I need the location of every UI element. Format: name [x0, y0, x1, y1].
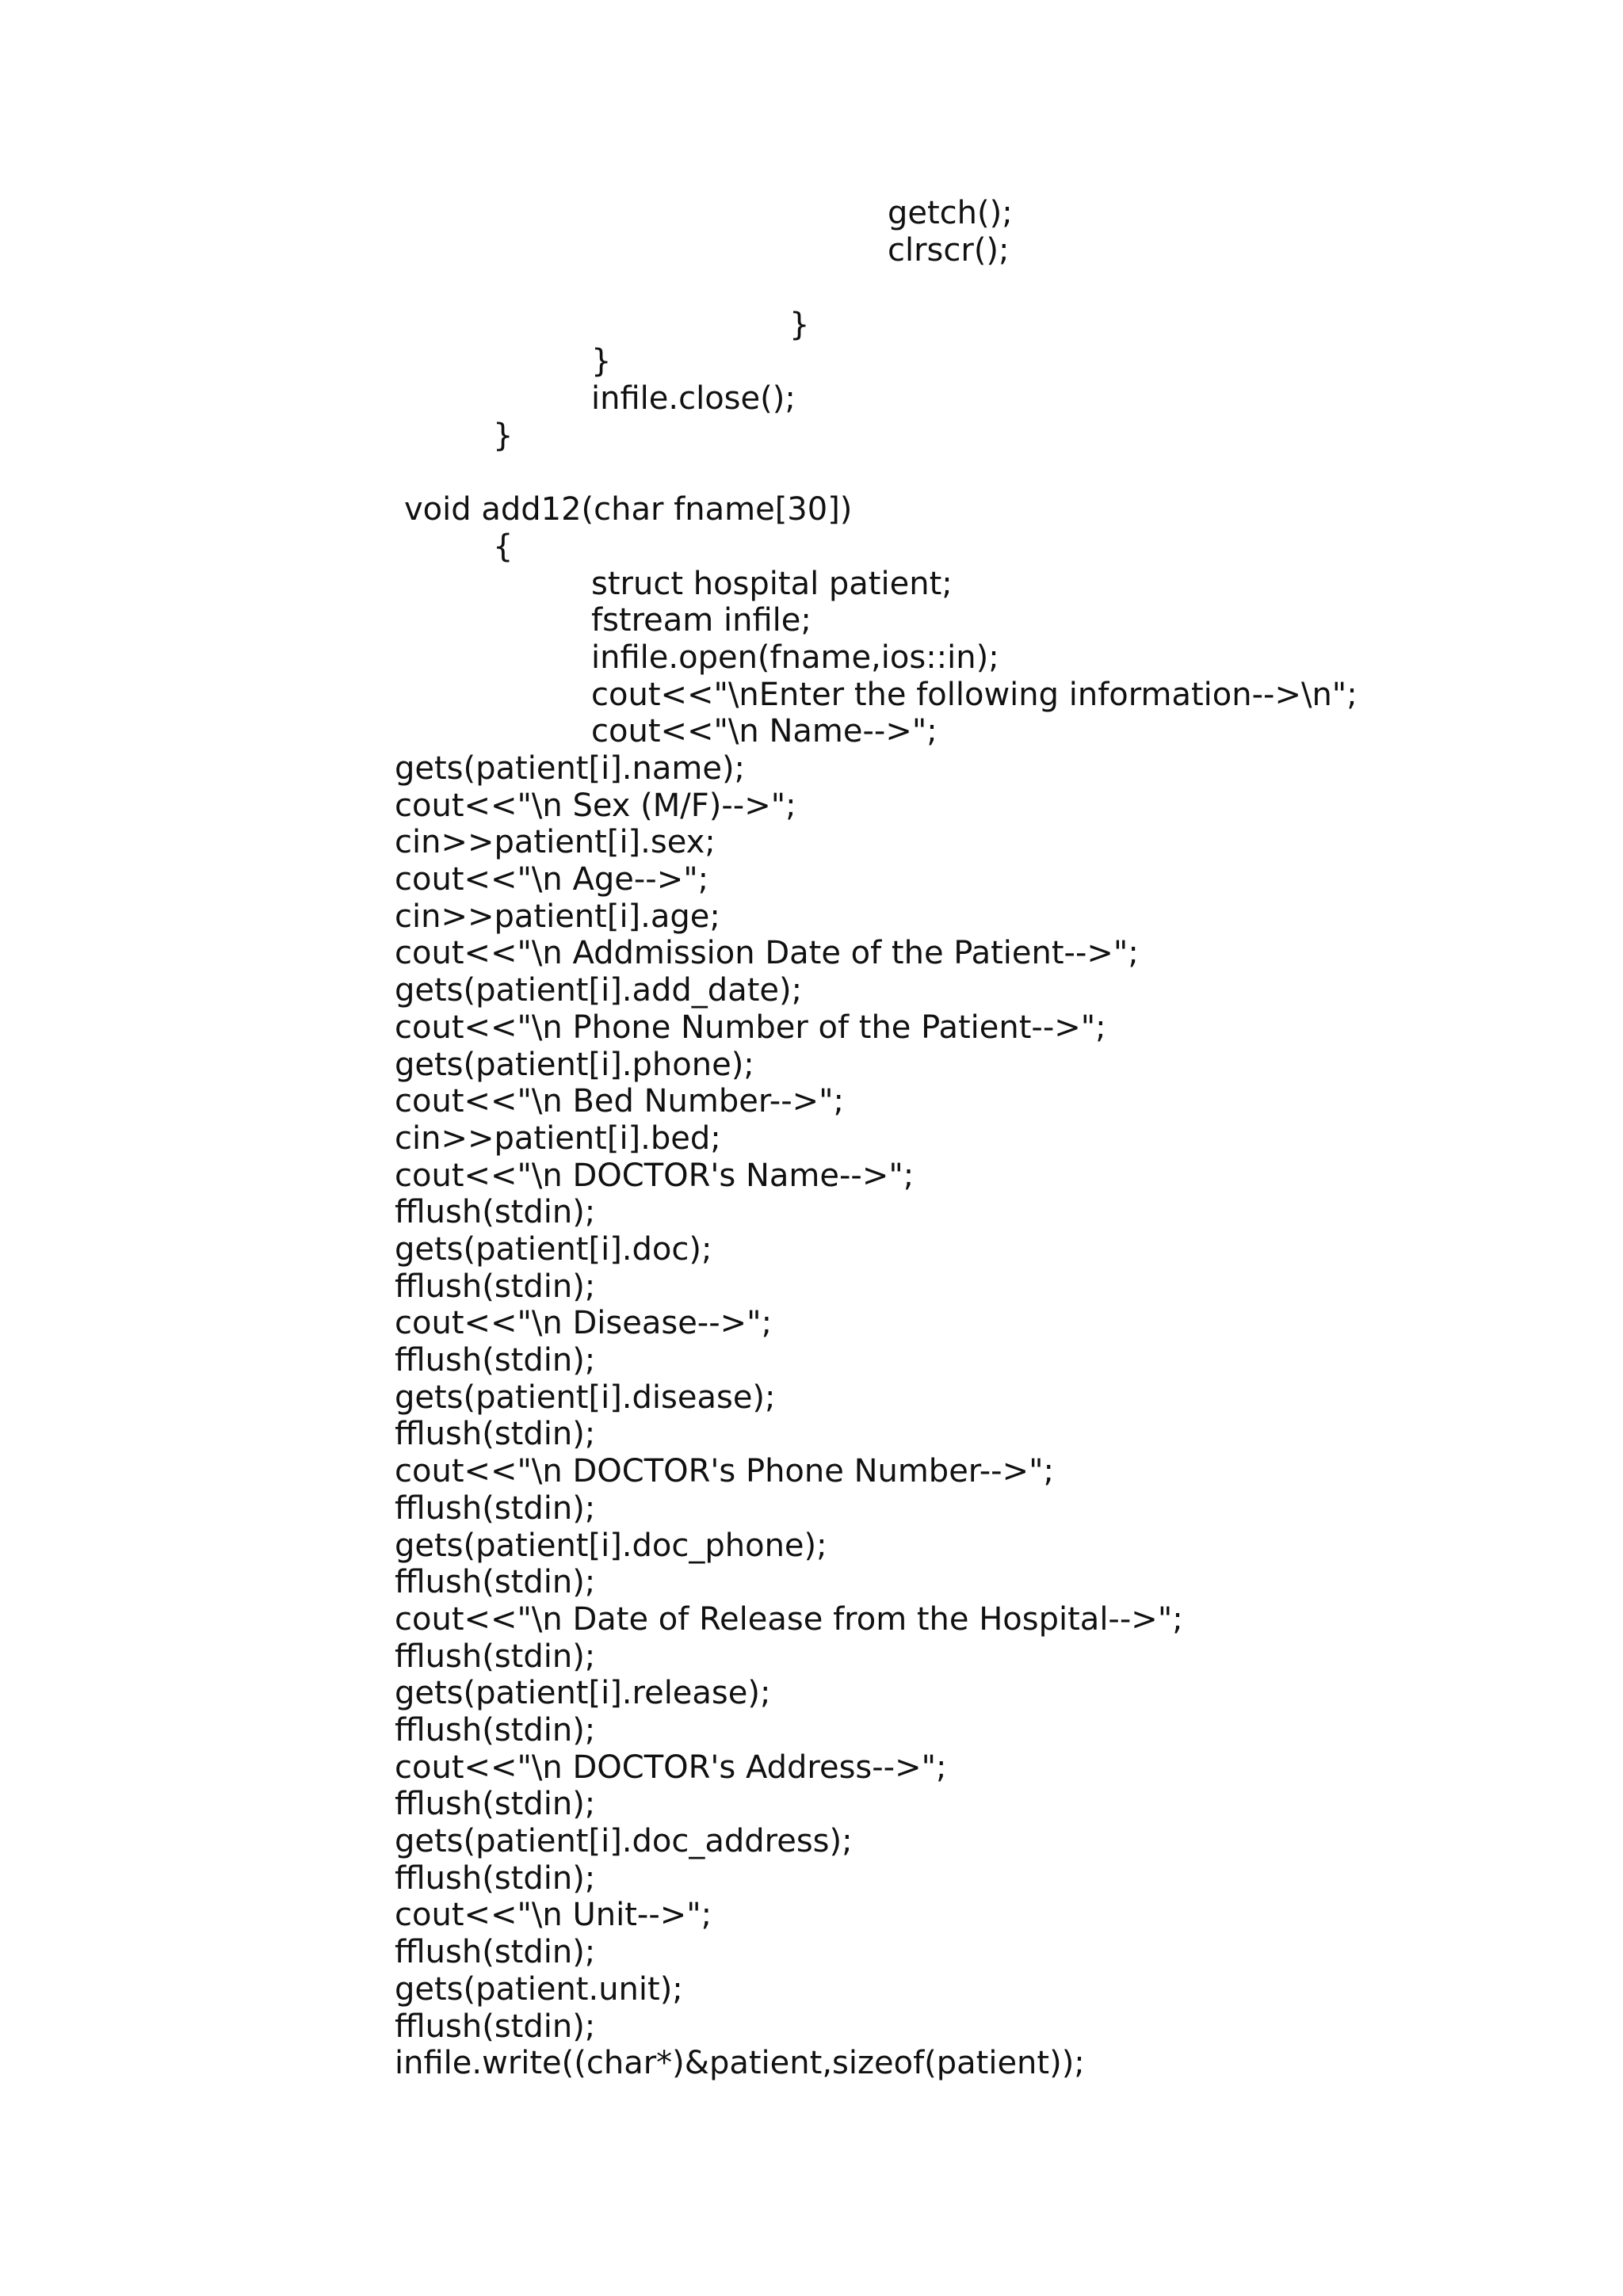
code-line: cout<<"\n Unit-->"; [395, 1897, 712, 1933]
code-line: cout<<"\n Sex (M/F)-->"; [395, 788, 796, 824]
code-line: cin>>patient[i].bed; [395, 1120, 721, 1157]
code-line: cout<<"\nEnter the following information-->\n"; [591, 677, 1358, 713]
code-line: fflush(stdin); [395, 1860, 596, 1897]
code-line: gets(patient.unit); [395, 1971, 683, 2008]
code-line: gets(patient[i].disease); [395, 1379, 776, 1416]
code-line: infile.close(); [591, 380, 796, 417]
code-line: gets(patient[i].doc_phone); [395, 1527, 827, 1564]
code-line: gets(patient[i].doc); [395, 1231, 712, 1268]
code-line: cout<<"\n DOCTOR's Phone Number-->"; [395, 1453, 1054, 1489]
code-line: cout<<"\n Disease-->"; [395, 1305, 773, 1341]
code-line: gets(patient[i].phone); [395, 1047, 754, 1083]
code-line: gets(patient[i].add_date); [395, 972, 803, 1009]
code-line: cout<<"\n Name-->"; [591, 713, 938, 749]
code-line: fflush(stdin); [395, 2008, 596, 2045]
code-line: gets(patient[i].doc_address); [395, 1823, 853, 1859]
code-line: { [493, 528, 514, 565]
code-line: fflush(stdin); [395, 1490, 596, 1527]
code-line: infile.open(fname,ios::in); [591, 639, 999, 676]
code-line: fflush(stdin); [395, 1416, 596, 1452]
code-line: cout<<"\n Age-->"; [395, 861, 709, 898]
code-line: fflush(stdin); [395, 1786, 596, 1822]
code-line: fflush(stdin); [395, 1934, 596, 1970]
code-line: fflush(stdin); [395, 1342, 596, 1379]
code-line: cout<<"\n Phone Number of the Patient-->"; [395, 1009, 1106, 1046]
code-line: gets(patient[i].name); [395, 750, 746, 787]
code-line: cin>>patient[i].age; [395, 898, 720, 935]
code-line: } [493, 418, 514, 454]
code-line: infile.write((char*)&patient,sizeof(patient)); [395, 2045, 1085, 2081]
code-line: cout<<"\n Addmission Date of the Patient-->"; [395, 935, 1139, 971]
code-line: cout<<"\n Bed Number-->"; [395, 1083, 845, 1119]
code-line: cout<<"\n DOCTOR's Name-->"; [395, 1158, 915, 1194]
code-line: getch(); [888, 195, 1013, 231]
code-line: struct hospital patient; [591, 566, 953, 602]
code-line: fflush(stdin); [395, 1638, 596, 1675]
code-line: cin>>patient[i].sex; [395, 824, 716, 860]
code-line: cout<<"\n Date of Release from the Hospital-->"; [395, 1601, 1183, 1638]
code-line: fstream infile; [591, 602, 812, 639]
code-line: } [591, 343, 612, 379]
code-line: gets(patient[i].release); [395, 1675, 771, 1711]
code-line: fflush(stdin); [395, 1194, 596, 1230]
code-line: fflush(stdin); [395, 1268, 596, 1305]
code-line: cout<<"\n DOCTOR's Address-->"; [395, 1749, 947, 1786]
code-line: clrscr(); [888, 232, 1010, 269]
code-line: fflush(stdin); [395, 1564, 596, 1600]
code-line: void add12(char fname[30]) [404, 491, 853, 528]
code-line: fflush(stdin); [395, 1712, 596, 1749]
code-line: } [789, 307, 810, 343]
